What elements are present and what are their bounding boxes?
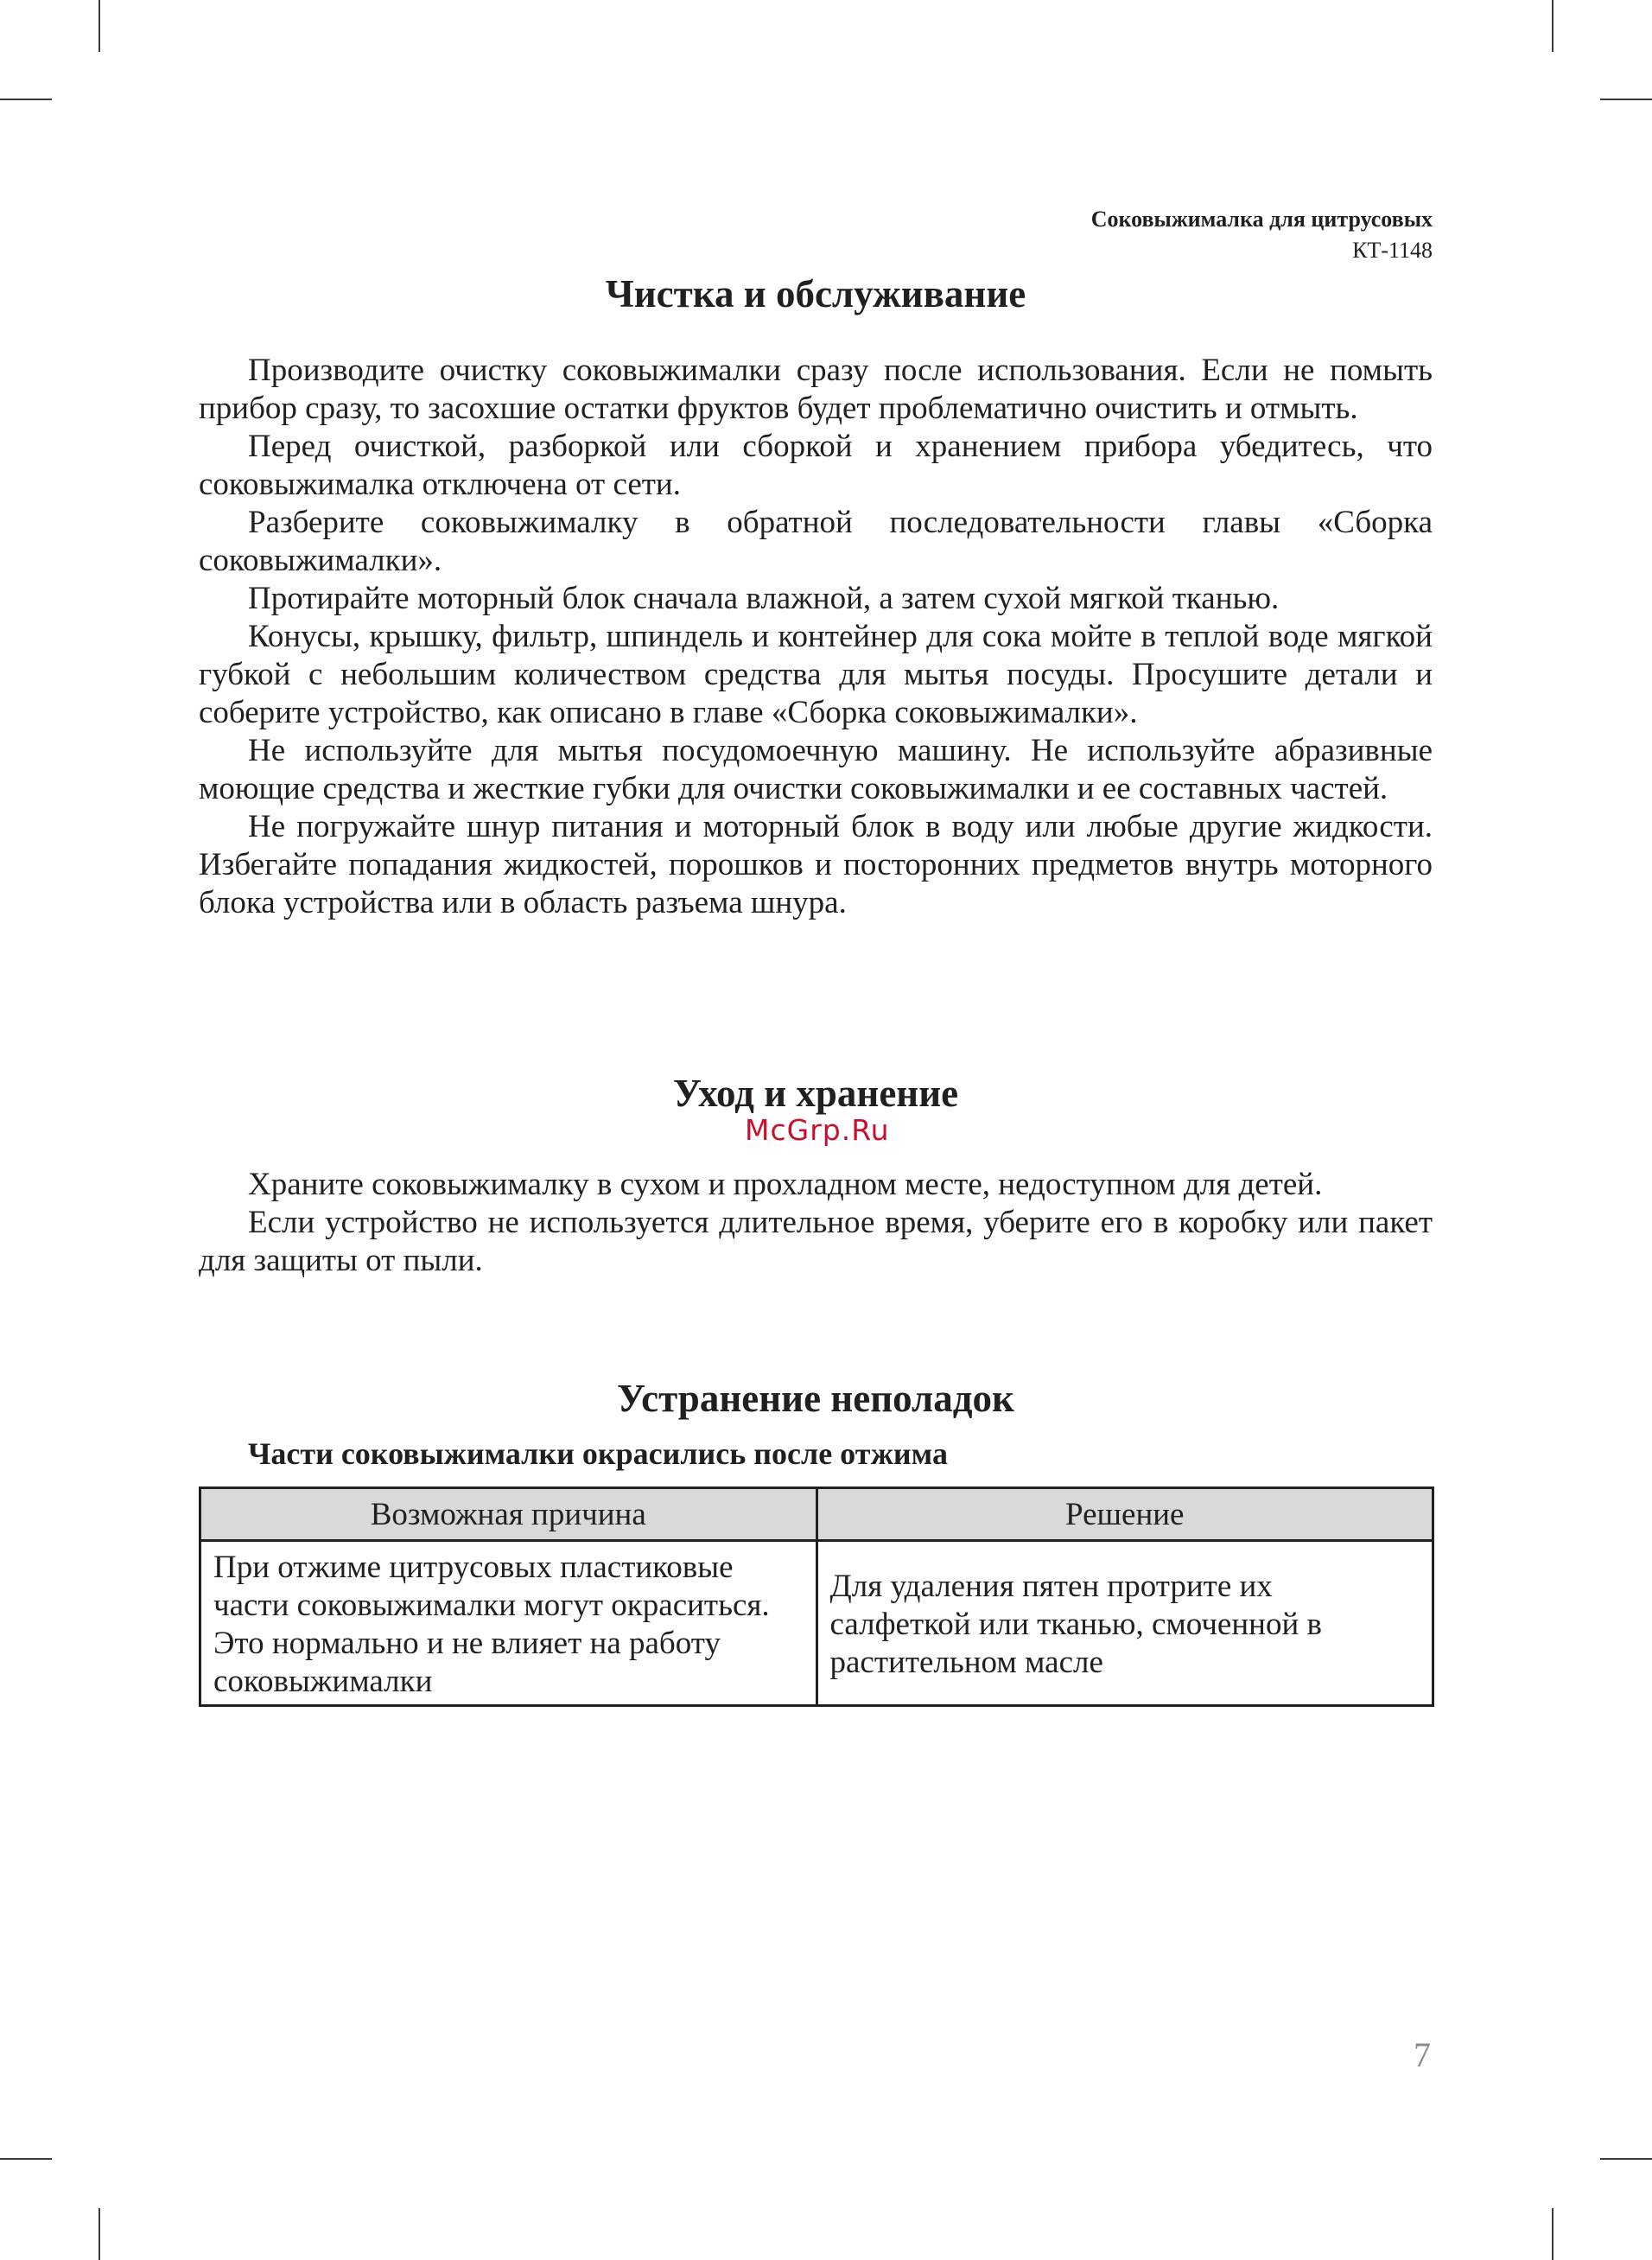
paragraph: Разберите соковыжималку в обратной последовательности главы «Сборка соковыжималки». [199,505,1433,578]
troubleshooting-section [199,1374,1433,1707]
page-number: 7 [1414,2035,1431,2074]
paragraph: Если устройство не используется длительное время, уберите его в коробку или пакет для защиты от пыли. [199,1205,1433,1278]
problem-subtitle: Части соковыжималки окрасились после отжима [248,1436,948,1471]
table-header-row [200,1488,1433,1541]
crop-mark [1600,2158,1652,2160]
crop-mark [98,0,100,52]
crop-mark [0,2158,52,2160]
model-number: КТ-1148 [1352,238,1433,263]
paragraph: Конусы, крышку, фильтр, шпиндель и контейнер для сока мойте в теплой воде мягкой губкой с небольшим количеством средства для мытья посуды. Просушите детали и соберите устройство, как описано в главе «Сборка соковыжималки». [199,619,1433,730]
paragraph: Протирайте моторный блок сначала влажной, а затем сухой мягкой тканью. [248,581,1280,616]
column-header-cause: Возможная причина [200,1488,817,1541]
storage-section [199,1069,1433,1280]
section-title-troubleshooting: Устранение неполадок [617,1377,1014,1420]
paragraph: Перед очисткой, разборкой или сборкой и хранением прибора убедитесь, что соковыжималка отключена от сети. [199,429,1433,502]
product-name: Соковыжималка для цитрусовых [1090,207,1433,232]
cleaning-section [199,270,1433,922]
troubleshooting-table [199,1487,1434,1707]
section-title-cleaning: Чистка и обслуживание [605,272,1026,315]
paragraph: Не погружайте шнур питания и моторный блок в воду или любые другие жидкости. Избегайте попадания жидкостей, порошков и посторонних предметов внутрь моторного блока устройства или в область разъема шнура. [199,809,1433,920]
crop-mark [1552,2208,1554,2260]
column-header-solution: Решение [816,1488,1433,1541]
solution-cell: Для удаления пятен протрите их салфеткой или тканью, смоченной в растительном масле [816,1541,1433,1706]
crop-mark [0,99,52,100]
watermark: McGrp.Ru [745,1113,890,1147]
crop-mark [98,2208,100,2260]
running-header [1091,204,1433,266]
cause-cell: При отжиме цитрусовых пластиковые части соковыжималки могут окраситься. Это нормально и не влияет на работу соковыжималки [200,1541,817,1706]
paragraph: Не используйте для мытья посудомоечную машину. Не используйте абразивные моющие средства и жесткие губки для очистки соковыжималки и ее составных частей. [199,733,1433,806]
table-row [200,1541,1433,1706]
crop-mark [1552,0,1554,52]
crop-mark [1600,99,1652,100]
section-title-storage: Уход и хранение [672,1072,959,1115]
paragraph: Производите очистку соковыжималки сразу после использования. Если не помыть прибор сразу, то засохшие остатки фруктов будет проблематично очистить и отмыть. [199,353,1433,426]
paragraph: Храните соковыжималку в сухом и прохладном месте, недоступном для детей. [248,1167,1323,1202]
